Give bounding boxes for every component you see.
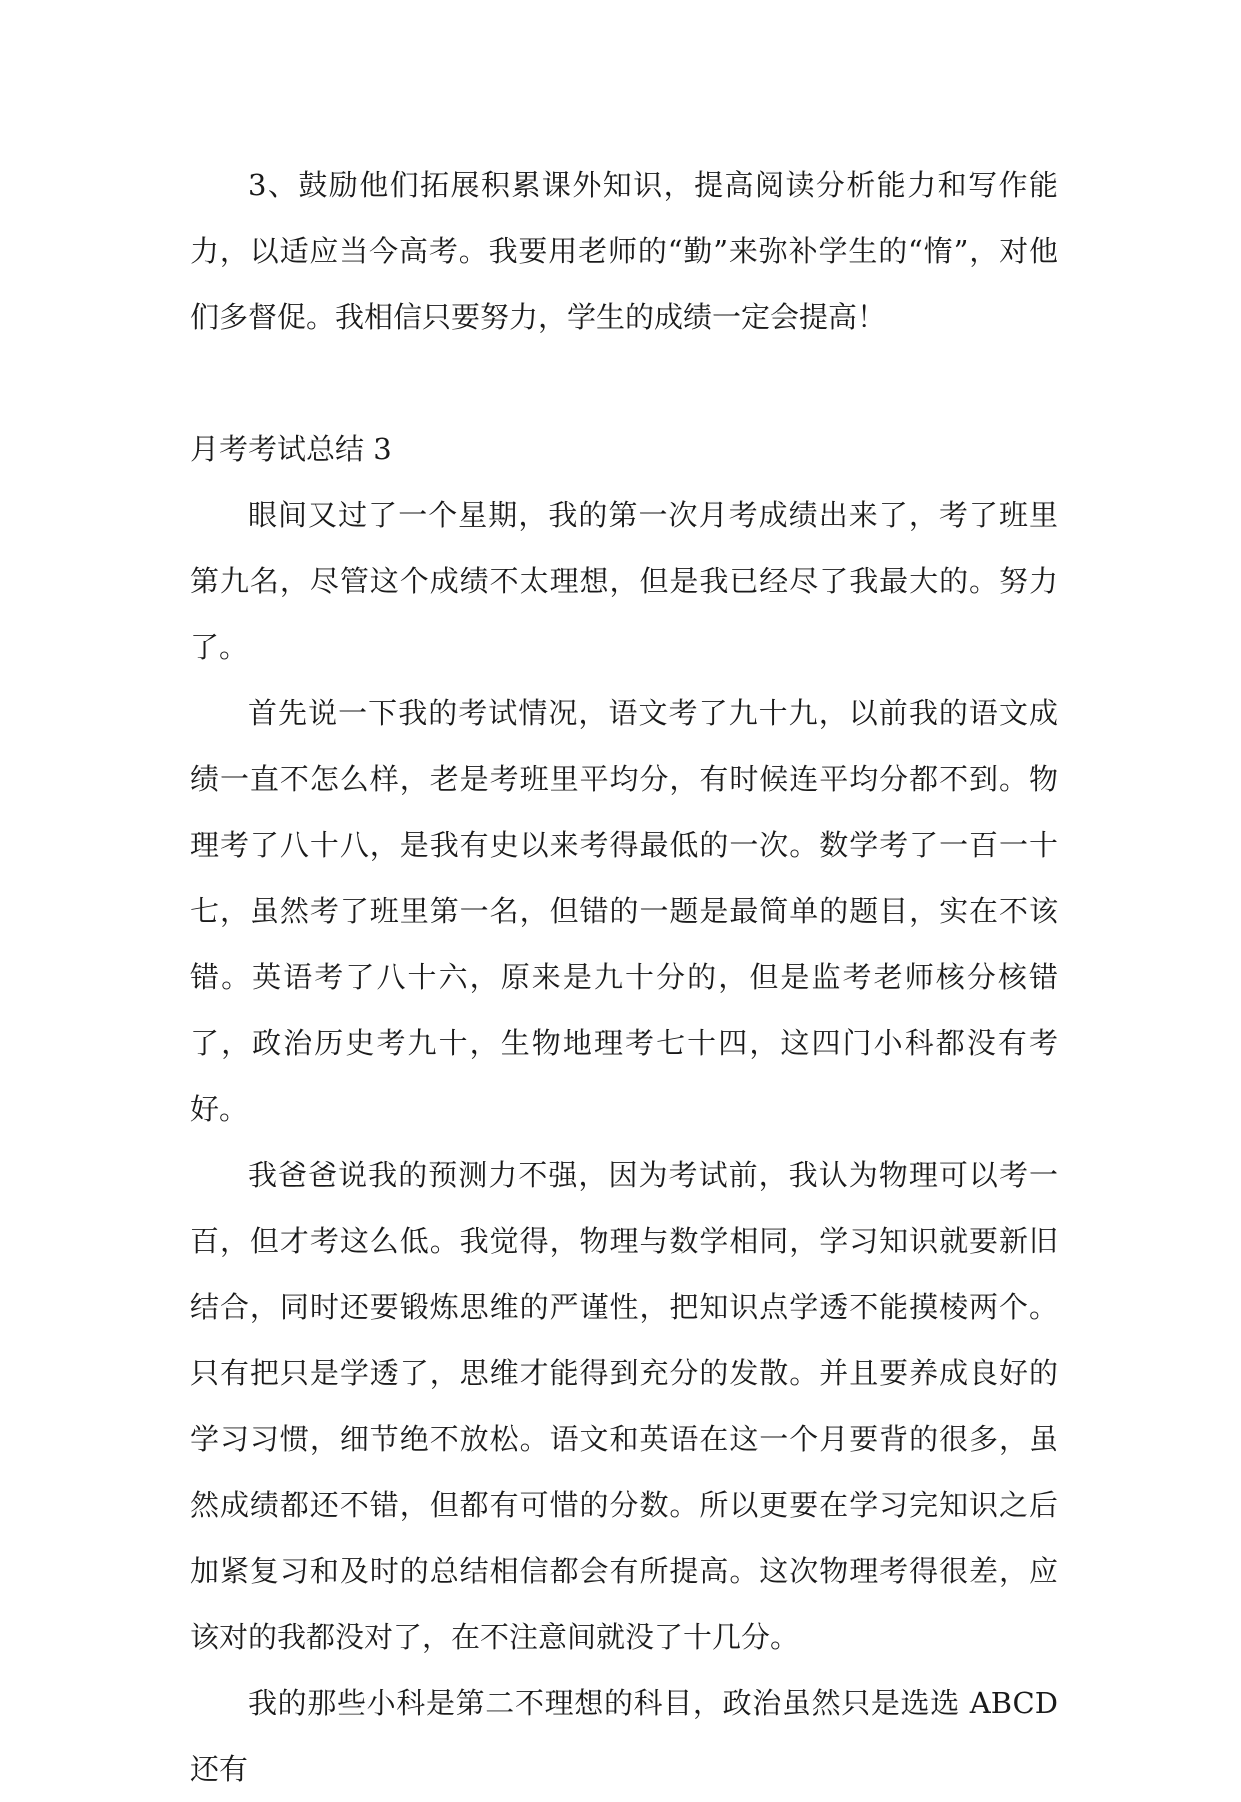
- section-title: 月考考试总结 3: [190, 432, 392, 466]
- paragraph-intro: 眼间又过了一个星期，我的第一次月考成绩出来了，考了班里第九名，尽管这个成绩不太理想，但是我已经尽了我最大的。努力了。: [190, 498, 1058, 664]
- paragraph-encouragement: 3、鼓励他们拓展积累课外知识，提高阅读分析能力和写作能力，以适应当今高考。我要用老师的“勤”来弥补学生的“惰”，对他们多督促。我相信只要努力，学生的成绩一定会提高！: [190, 168, 1058, 334]
- paragraph-reflection: 我爸爸说我的预测力不强，因为考试前，我认为物理可以考一百，但才考这么低。我觉得，物理与数学相同，学习知识就要新旧结合，同时还要锻炼思维的严谨性，把知识点学透不能摸棱两个。只有把只是学透了，思维才能得到充分的发散。并且要养成良好的学习习惯，细节绝不放松。语文和英语在这一个月要背的很多，虽然成绩都还不错，但都有可惜的分数。所以更要在学习完知识之后加紧复习和及时的总结相信都会有所提高。这次物理考得很差，应该对的我都没对了，在不注意间就没了十几分。: [190, 1158, 1058, 1654]
- paragraph-minor-subjects: 我的那些小科是第二不理想的科目，政治虽然只是选选 ABCD 还有: [190, 1686, 1058, 1786]
- paragraph-exam-results: 首先说一下我的考试情况，语文考了九十九，以前我的语文成绩一直不怎么样，老是考班里平均分，有时候连平均分都不到。物理考了八十八，是我有史以来考得最低的一次。数学考了一百一十七，虽然考了班里第一名，但错的一题是最简单的题目，实在不该错。英语考了八十六，原来是九十分的，但是监考老师核分核错了，政治历史考九十，生物地理考七十四，这四门小科都没有考好。: [190, 696, 1058, 1126]
- section-spacer: [190, 350, 1058, 416]
- document-body: [190, 152, 1058, 1802]
